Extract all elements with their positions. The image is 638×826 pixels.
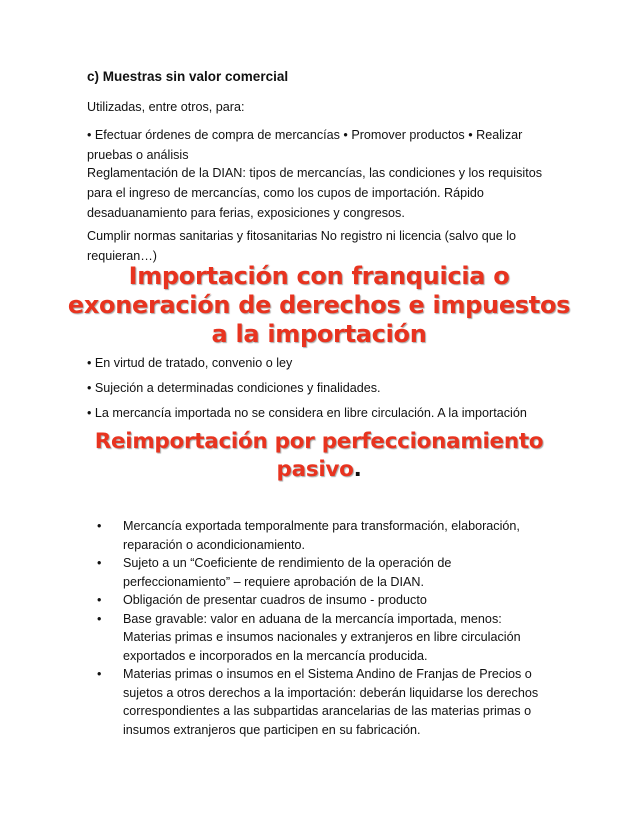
list-item [95,665,545,739]
text-line: perfeccionamiento” – requiere aprobación de la DIAN. [123,574,425,589]
text-line: Cumplir normas sanitarias y fitosanitarias No registro ni licencia (salvo que lo [87,229,517,243]
bullet-icon: • [97,556,102,570]
list-item [95,517,545,554]
list-item [95,610,545,666]
text-line: reparación o acondicionamiento. [123,537,306,552]
text-line: sujetos a otros derechos a la importación: deberán liquidarse los derechos [123,685,539,700]
text-line: • Efectuar órdenes de compra de mercancías • Promover productos • Realizar [87,128,523,142]
text-line: pruebas o análisis [87,148,189,162]
text-line: Reglamentación de la DIAN: tipos de mercancías, las condiciones y los requisitos [87,166,542,180]
banner-line: Reimportación por perfeccionamiento [94,429,544,454]
paragraph-uses-intro: Utilizadas, entre otros, para: [87,100,245,114]
text-line: Obligación de presentar cuadros de insumo - producto [123,593,427,607]
text-line: • La mercancía importada no se considera en libre circulación. A la importación [87,406,527,420]
banner-reimportacion-title [0,428,638,484]
text-line: • Sujeción a determinadas condiciones y finalidades. [87,381,381,395]
banner-line: exoneración de derechos e impuestos [67,291,571,319]
text-line: Materias primas o insumos en el Sistema Andino de Franjas de Precios o [123,667,532,681]
paragraph-sanitary-norms [87,226,557,266]
paragraph-uses-list [87,125,557,165]
text-line: • En virtud de tratado, convenio o ley [87,356,293,370]
banner-franquicia-title [0,262,638,349]
banner-period: . [353,457,362,482]
reimportacion-bullet-list [95,517,545,739]
bullet-icon: • [97,593,102,607]
list-item [95,554,545,591]
text-line: exportados e incorporados en la mercancía producida. [123,648,428,663]
banner-line: a la importación [211,320,427,348]
bullet-icon: • [97,611,102,626]
list-item [95,591,545,610]
text-line: Base gravable: valor en aduana de la mercancía importada, menos: [123,611,502,626]
text-line: desaduanamiento para ferias, exposiciones y congresos. [87,206,405,220]
text-line: Materias primas e insumos nacionales y extranjeros en libre circulación [123,630,521,644]
bullet-icon: • [97,667,102,681]
text-line: para el ingreso de mercancías, como los cupos de importación. Rápido [87,186,484,200]
text-line: correspondientes a las subpartidas arancelarias de las materias primas o [123,704,532,718]
text-line: requieran…) [87,249,157,263]
bullet-icon: • [97,519,102,533]
section-heading: c) Muestras sin valor comercial [87,69,289,84]
banner-word: pasivo [276,457,354,482]
paragraph-dian-regulation [87,163,557,223]
franquicia-points [87,351,557,426]
banner-line [0,456,638,484]
banner-line: Importación con franquicia o [128,262,510,290]
text-line: insumos extranjeros que participen en su fabricación. [123,722,421,737]
text-line: Mercancía exportada temporalmente para transformación, elaboración, [123,519,520,533]
text-line: Sujeto a un “Coeficiente de rendimiento de la operación de [123,556,452,570]
